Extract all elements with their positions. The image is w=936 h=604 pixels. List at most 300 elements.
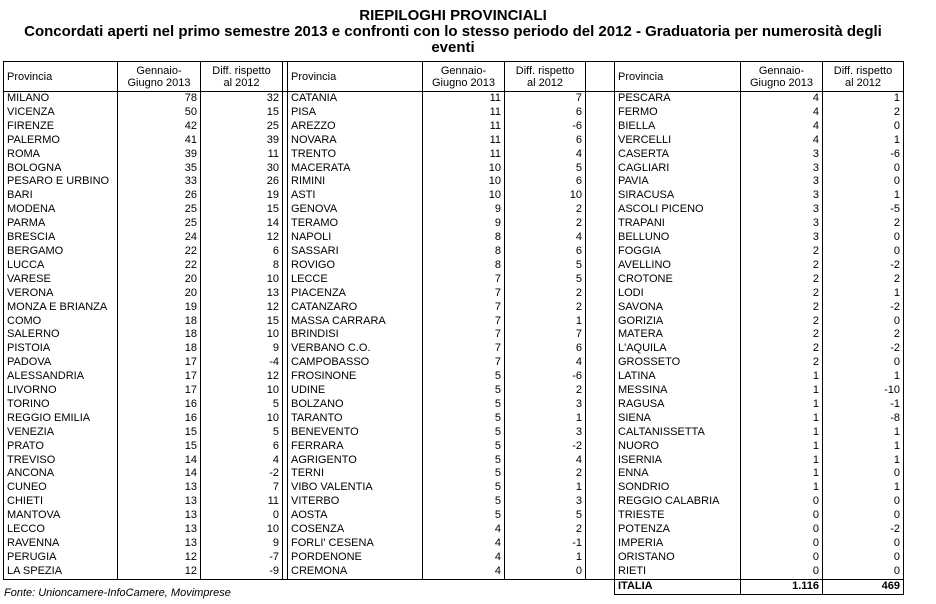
province-name: ROMA xyxy=(4,148,118,162)
total-diff: 469 xyxy=(823,579,904,594)
diff-2012: 9 xyxy=(201,537,283,551)
province-name: LA SPEZIA xyxy=(4,565,118,579)
report-subtitle: Concordati aperti nel primo semestre 2013 e confronti con lo stesso periodo del 2012 - Graduatoria per numerosità degli xyxy=(24,23,882,40)
count-2013: 13 xyxy=(118,509,201,523)
provincial-table xyxy=(3,61,904,595)
count-2013: 35 xyxy=(118,162,201,176)
column-gap xyxy=(586,537,615,551)
count-2013: 7 xyxy=(423,328,505,342)
column-gap xyxy=(586,551,615,565)
count-2013: 5 xyxy=(423,370,505,384)
province-name: PESARO E URBINO xyxy=(4,175,118,189)
report-subtitle-cont: eventi xyxy=(431,39,475,56)
province-name: CROTONE xyxy=(615,273,741,287)
province-name: MONZA E BRIANZA xyxy=(4,301,118,315)
diff-2012: 2 xyxy=(505,523,586,537)
province-name: CREMONA xyxy=(288,565,423,579)
province-name: L'AQUILA xyxy=(615,342,741,356)
diff-2012: 0 xyxy=(823,120,904,134)
count-2013: 10 xyxy=(423,175,505,189)
province-name: NAPOLI xyxy=(288,231,423,245)
province-name: CATANZARO xyxy=(288,301,423,315)
table-row xyxy=(4,523,904,537)
header-provincia: Provincia xyxy=(288,62,423,92)
diff-2012: 13 xyxy=(201,287,283,301)
diff-2012: 2 xyxy=(823,106,904,120)
column-gap xyxy=(586,495,615,509)
column-gap xyxy=(586,565,615,579)
diff-2012: 3 xyxy=(505,495,586,509)
report-title: RIEPILOGHI PROVINCIALI xyxy=(359,7,547,24)
column-gap xyxy=(586,481,615,495)
column-gap xyxy=(586,245,615,259)
province-name: SONDRIO xyxy=(615,481,741,495)
column-gap xyxy=(586,370,615,384)
province-name: AREZZO xyxy=(288,120,423,134)
diff-2012: 1 xyxy=(505,551,586,565)
count-2013: 3 xyxy=(741,189,823,203)
source-note: Fonte: Unioncamere-InfoCamere, Movimprese xyxy=(4,587,231,599)
diff-2012: 4 xyxy=(505,454,586,468)
province-name: BELLUNO xyxy=(615,231,741,245)
province-name: UDINE xyxy=(288,384,423,398)
count-2013: 1 xyxy=(741,440,823,454)
header-gennaio-giugno xyxy=(741,62,823,92)
column-gap xyxy=(586,120,615,134)
count-2013: 33 xyxy=(118,175,201,189)
table-row xyxy=(4,398,904,412)
count-2013: 24 xyxy=(118,231,201,245)
diff-2012: 1 xyxy=(505,315,586,329)
table-body xyxy=(4,62,904,595)
province-name: TORINO xyxy=(4,398,118,412)
province-name: TREVISO xyxy=(4,454,118,468)
diff-2012: -2 xyxy=(823,342,904,356)
column-gap xyxy=(586,328,615,342)
diff-2012: 6 xyxy=(505,175,586,189)
province-name: MACERATA xyxy=(288,162,423,176)
diff-2012: -8 xyxy=(823,412,904,426)
diff-2012: 2 xyxy=(823,328,904,342)
diff-2012: 1 xyxy=(823,454,904,468)
province-name: ASTI xyxy=(288,189,423,203)
province-name: POTENZA xyxy=(615,523,741,537)
table-row xyxy=(4,370,904,384)
diff-2012: 39 xyxy=(201,134,283,148)
diff-2012: 2 xyxy=(823,217,904,231)
column-gap xyxy=(586,231,615,245)
province-name: PADOVA xyxy=(4,356,118,370)
table-row xyxy=(4,537,904,551)
count-2013: 4 xyxy=(423,537,505,551)
province-name: FIRENZE xyxy=(4,120,118,134)
diff-2012: 0 xyxy=(823,245,904,259)
column-gap xyxy=(586,579,615,594)
table-row xyxy=(4,342,904,356)
province-name: REGGIO CALABRIA xyxy=(615,495,741,509)
count-2013: 78 xyxy=(118,92,201,106)
diff-2012: 12 xyxy=(201,301,283,315)
diff-2012: 25 xyxy=(201,120,283,134)
province-name: SALERNO xyxy=(4,328,118,342)
diff-2012: 0 xyxy=(505,565,586,579)
count-2013: 5 xyxy=(423,426,505,440)
diff-2012: 8 xyxy=(201,259,283,273)
province-name: ORISTANO xyxy=(615,551,741,565)
count-2013: 18 xyxy=(118,328,201,342)
table-row xyxy=(4,134,904,148)
column-gap xyxy=(586,440,615,454)
province-name: CAMPOBASSO xyxy=(288,356,423,370)
province-name: MESSINA xyxy=(615,384,741,398)
province-name: RIMINI xyxy=(288,175,423,189)
province-name: CALTANISSETTA xyxy=(615,426,741,440)
count-2013: 4 xyxy=(741,92,823,106)
diff-2012: 1 xyxy=(823,440,904,454)
province-name: VIBO VALENTIA xyxy=(288,481,423,495)
diff-2012: 1 xyxy=(505,481,586,495)
count-2013: 9 xyxy=(423,203,505,217)
province-name: PISA xyxy=(288,106,423,120)
diff-2012: 0 xyxy=(823,509,904,523)
table-row xyxy=(4,287,904,301)
count-2013: 0 xyxy=(741,565,823,579)
count-2013: 15 xyxy=(118,440,201,454)
empty-cell xyxy=(505,579,586,594)
count-2013: 5 xyxy=(423,509,505,523)
count-2013: 2 xyxy=(741,356,823,370)
column-gap xyxy=(586,92,615,106)
diff-2012: 1 xyxy=(823,481,904,495)
table-row xyxy=(4,315,904,329)
table-row xyxy=(4,481,904,495)
diff-2012: 1 xyxy=(823,189,904,203)
diff-2012: 1 xyxy=(823,370,904,384)
province-name: ISERNIA xyxy=(615,454,741,468)
province-name: RAGUSA xyxy=(615,398,741,412)
province-name: FORLI' CESENA xyxy=(288,537,423,551)
diff-2012: 0 xyxy=(823,551,904,565)
column-gap xyxy=(586,454,615,468)
count-2013: 1 xyxy=(741,467,823,481)
count-2013: 11 xyxy=(423,120,505,134)
table-row xyxy=(4,245,904,259)
diff-2012: 5 xyxy=(505,509,586,523)
count-2013: 2 xyxy=(741,328,823,342)
province-name: LIVORNO xyxy=(4,384,118,398)
table-row xyxy=(4,467,904,481)
province-name: VERCELLI xyxy=(615,134,741,148)
province-name: CATANIA xyxy=(288,92,423,106)
table-row xyxy=(4,217,904,231)
count-2013: 0 xyxy=(741,523,823,537)
table-row xyxy=(4,426,904,440)
diff-2012: 0 xyxy=(823,467,904,481)
diff-2012: 1 xyxy=(823,92,904,106)
province-name: PESCARA xyxy=(615,92,741,106)
header-diff xyxy=(823,62,904,92)
diff-2012: 4 xyxy=(201,454,283,468)
province-name: VENEZIA xyxy=(4,426,118,440)
column-gap xyxy=(586,189,615,203)
province-name: MANTOVA xyxy=(4,509,118,523)
table-row xyxy=(4,120,904,134)
column-gap xyxy=(586,148,615,162)
diff-2012: 11 xyxy=(201,495,283,509)
column-gap xyxy=(586,509,615,523)
province-name: BOLZANO xyxy=(288,398,423,412)
table-row xyxy=(4,189,904,203)
header-row xyxy=(4,62,904,92)
province-name: GROSSETO xyxy=(615,356,741,370)
count-2013: 2 xyxy=(741,342,823,356)
province-name: GENOVA xyxy=(288,203,423,217)
column-gap xyxy=(586,301,615,315)
province-name: FERMO xyxy=(615,106,741,120)
province-name: AOSTA xyxy=(288,509,423,523)
count-2013: 3 xyxy=(741,148,823,162)
diff-2012: 1 xyxy=(505,412,586,426)
diff-2012: 0 xyxy=(823,537,904,551)
diff-2012: 4 xyxy=(505,148,586,162)
count-2013: 2 xyxy=(741,315,823,329)
count-2013: 5 xyxy=(423,481,505,495)
count-2013: 4 xyxy=(741,106,823,120)
count-2013: 4 xyxy=(423,523,505,537)
header-diff xyxy=(201,62,283,92)
table-row xyxy=(4,203,904,217)
province-name: VERONA xyxy=(4,287,118,301)
province-name: CUNEO xyxy=(4,481,118,495)
total-count: 1.116 xyxy=(741,579,823,594)
count-2013: 5 xyxy=(423,454,505,468)
province-name: GORIZIA xyxy=(615,315,741,329)
count-2013: 2 xyxy=(741,273,823,287)
diff-2012: 0 xyxy=(823,315,904,329)
table-row xyxy=(4,162,904,176)
count-2013: 13 xyxy=(118,481,201,495)
diff-2012: -6 xyxy=(505,370,586,384)
count-2013: 11 xyxy=(423,148,505,162)
count-2013: 10 xyxy=(423,162,505,176)
column-gap xyxy=(586,398,615,412)
count-2013: 25 xyxy=(118,203,201,217)
diff-2012: 10 xyxy=(201,328,283,342)
count-2013: 17 xyxy=(118,356,201,370)
header-gen-line2: Giugno 2013 xyxy=(750,76,813,89)
diff-2012: 0 xyxy=(823,175,904,189)
province-name: VARESE xyxy=(4,273,118,287)
table-row xyxy=(4,412,904,426)
province-name: AVELLINO xyxy=(615,259,741,273)
province-name: PARMA xyxy=(4,217,118,231)
count-2013: 14 xyxy=(118,454,201,468)
province-name: ROVIGO xyxy=(288,259,423,273)
diff-2012: 6 xyxy=(505,245,586,259)
province-name: MODENA xyxy=(4,203,118,217)
count-2013: 18 xyxy=(118,342,201,356)
province-name: TERAMO xyxy=(288,217,423,231)
header-diff-line1: Diff. rispetto xyxy=(833,64,893,77)
diff-2012: 5 xyxy=(505,273,586,287)
count-2013: 9 xyxy=(423,217,505,231)
table-row xyxy=(4,259,904,273)
province-name: NOVARA xyxy=(288,134,423,148)
header-provincia: Provincia xyxy=(615,62,741,92)
header-gennaio-giugno xyxy=(118,62,201,92)
province-name: TARANTO xyxy=(288,412,423,426)
province-name: LODI xyxy=(615,287,741,301)
count-2013: 7 xyxy=(423,342,505,356)
diff-2012: -9 xyxy=(201,565,283,579)
count-2013: 2 xyxy=(741,259,823,273)
empty-cell xyxy=(288,579,423,594)
diff-2012: -2 xyxy=(201,467,283,481)
diff-2012: 2 xyxy=(823,273,904,287)
diff-2012: 0 xyxy=(823,162,904,176)
count-2013: 1 xyxy=(741,426,823,440)
diff-2012: 1 xyxy=(823,134,904,148)
table-row xyxy=(4,551,904,565)
table-row xyxy=(4,175,904,189)
header-diff-line1: Diff. rispetto xyxy=(515,64,575,77)
count-2013: 39 xyxy=(118,148,201,162)
diff-2012: 6 xyxy=(505,106,586,120)
header-gen-line1: Gennaio- xyxy=(440,64,487,77)
count-2013: 11 xyxy=(423,106,505,120)
column-gap xyxy=(586,106,615,120)
province-name: TRIESTE xyxy=(615,509,741,523)
diff-2012: 5 xyxy=(201,426,283,440)
count-2013: 13 xyxy=(118,537,201,551)
diff-2012: -2 xyxy=(823,259,904,273)
count-2013: 1 xyxy=(741,412,823,426)
column-gap xyxy=(586,259,615,273)
diff-2012: 10 xyxy=(505,189,586,203)
province-name: FROSINONE xyxy=(288,370,423,384)
province-name: SIRACUSA xyxy=(615,189,741,203)
province-name: ALESSANDRIA xyxy=(4,370,118,384)
count-2013: 12 xyxy=(118,565,201,579)
diff-2012: 11 xyxy=(201,148,283,162)
diff-2012: 2 xyxy=(505,384,586,398)
province-name: PAVIA xyxy=(615,175,741,189)
count-2013: 4 xyxy=(741,120,823,134)
diff-2012: 3 xyxy=(505,398,586,412)
diff-2012: 1 xyxy=(823,426,904,440)
province-name: RIETI xyxy=(615,565,741,579)
count-2013: 5 xyxy=(423,440,505,454)
count-2013: 8 xyxy=(423,259,505,273)
header-gen-line1: Gennaio- xyxy=(758,64,805,77)
diff-2012: 2 xyxy=(505,203,586,217)
diff-2012: -2 xyxy=(505,440,586,454)
province-name: VITERBO xyxy=(288,495,423,509)
header-gennaio-giugno xyxy=(423,62,505,92)
table-row xyxy=(4,384,904,398)
province-name: MILANO xyxy=(4,92,118,106)
diff-2012: 7 xyxy=(505,328,586,342)
table-row xyxy=(4,231,904,245)
province-name: CASERTA xyxy=(615,148,741,162)
count-2013: 1 xyxy=(741,481,823,495)
diff-2012: 5 xyxy=(201,398,283,412)
count-2013: 19 xyxy=(118,301,201,315)
count-2013: 1 xyxy=(741,384,823,398)
diff-2012: -5 xyxy=(823,203,904,217)
province-name: BIELLA xyxy=(615,120,741,134)
diff-2012: 32 xyxy=(201,92,283,106)
title-block xyxy=(3,8,903,56)
province-name: PISTOIA xyxy=(4,342,118,356)
count-2013: 2 xyxy=(741,245,823,259)
count-2013: 3 xyxy=(741,231,823,245)
diff-2012: 6 xyxy=(505,342,586,356)
total-label: ITALIA xyxy=(615,579,741,594)
diff-2012: 12 xyxy=(201,370,283,384)
table-row xyxy=(4,495,904,509)
province-name: BENEVENTO xyxy=(288,426,423,440)
province-name: ASCOLI PICENO xyxy=(615,203,741,217)
count-2013: 4 xyxy=(741,134,823,148)
diff-2012: -10 xyxy=(823,384,904,398)
province-name: TRAPANI xyxy=(615,217,741,231)
province-name: MATERA xyxy=(615,328,741,342)
column-gap xyxy=(586,273,615,287)
count-2013: 16 xyxy=(118,412,201,426)
count-2013: 11 xyxy=(423,92,505,106)
column-gap xyxy=(586,217,615,231)
count-2013: 12 xyxy=(118,551,201,565)
diff-2012: 4 xyxy=(505,356,586,370)
province-name: TRENTO xyxy=(288,148,423,162)
count-2013: 17 xyxy=(118,370,201,384)
count-2013: 41 xyxy=(118,134,201,148)
count-2013: 7 xyxy=(423,315,505,329)
diff-2012: -2 xyxy=(823,523,904,537)
table-row xyxy=(4,356,904,370)
diff-2012: 2 xyxy=(505,217,586,231)
column-gap xyxy=(586,175,615,189)
province-name: SIENA xyxy=(615,412,741,426)
count-2013: 0 xyxy=(741,551,823,565)
diff-2012: 5 xyxy=(505,162,586,176)
column-gap xyxy=(586,134,615,148)
table-row xyxy=(4,106,904,120)
count-2013: 1 xyxy=(741,398,823,412)
count-2013: 26 xyxy=(118,189,201,203)
province-name: SAVONA xyxy=(615,301,741,315)
diff-2012: 12 xyxy=(201,231,283,245)
province-name: BRESCIA xyxy=(4,231,118,245)
count-2013: 0 xyxy=(741,509,823,523)
province-name: MASSA CARRARA xyxy=(288,315,423,329)
province-name: IMPERIA xyxy=(615,537,741,551)
diff-2012: 0 xyxy=(823,231,904,245)
count-2013: 25 xyxy=(118,217,201,231)
diff-2012: 0 xyxy=(823,565,904,579)
column-gap xyxy=(586,523,615,537)
column-gap xyxy=(586,467,615,481)
column-gap xyxy=(586,287,615,301)
province-name: BERGAMO xyxy=(4,245,118,259)
diff-2012: 26 xyxy=(201,175,283,189)
diff-2012: 2 xyxy=(505,287,586,301)
province-name: FERRARA xyxy=(288,440,423,454)
column-gap xyxy=(586,356,615,370)
table-row xyxy=(4,92,904,106)
province-name: AGRIGENTO xyxy=(288,454,423,468)
